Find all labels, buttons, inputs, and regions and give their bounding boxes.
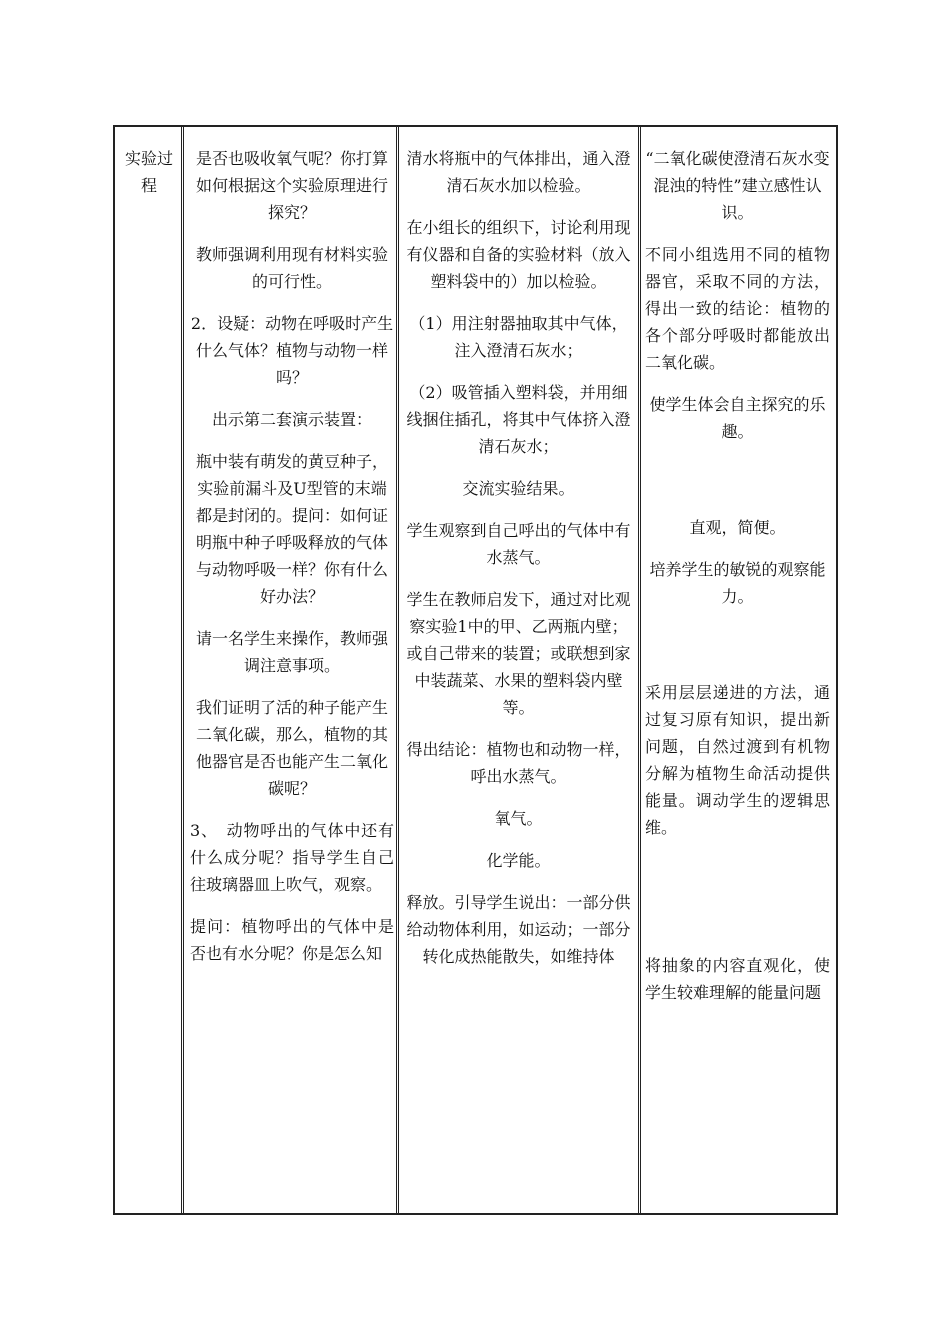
- spacer: [645, 856, 830, 952]
- teacher-paragraph: 教师强调利用现有材料实验的可行性。: [195, 245, 388, 291]
- teacher-paragraph: 请一名学生来操作，教师强调注意事项。: [195, 629, 388, 675]
- student-paragraph: 交流实验结果。: [462, 479, 575, 498]
- teacher-activity-column: [190, 145, 394, 982]
- student-paragraph: 氧气。: [494, 809, 543, 828]
- spacer: [645, 625, 830, 679]
- spacer: [645, 460, 830, 514]
- student-paragraph: 清水将瓶中的气体排出，通入澄清石灰水加以检验。: [406, 149, 631, 195]
- student-paragraph: 学生在教师启发下，通过对比观察实验1中的甲、乙两瓶内壁；或自己带来的装置；或联想到家中装蔬菜、水果的塑料袋内壁等。: [406, 590, 631, 717]
- intent-paragraph: 直观，简便。: [689, 518, 786, 537]
- student-paragraph: 学生观察到自己呼出的气体中有水蒸气。: [406, 521, 631, 567]
- intent-paragraph: 培养学生的敏锐的观察能力。: [649, 560, 826, 606]
- teacher-paragraph: 出示第二套演示装置：: [211, 410, 372, 429]
- column-divider: [396, 125, 399, 1215]
- student-paragraph: 化学能。: [486, 851, 551, 870]
- intent-paragraph: 使学生体会自主探究的乐趣。: [649, 395, 826, 441]
- student-paragraph: （1）用注射器抽取其中气体，注入澄清石灰水；: [409, 314, 628, 360]
- column-divider: [638, 125, 641, 1215]
- column-divider: [181, 125, 184, 1215]
- student-paragraph: 在小组长的组织下，讨论利用现有仪器和自备的实验材料（放入塑料袋中的）加以检验。: [406, 218, 631, 291]
- teacher-paragraph: 我们证明了活的种子能产生二氧化碳，那么，植物的其他器官是否也能产生二氧化碳呢？: [195, 698, 388, 798]
- design-intent-column: [645, 145, 830, 1021]
- student-paragraph: 释放。引导学生说出：一部分供给动物体利用，如运动；一部分转化成热能散失，如维持体: [406, 893, 631, 966]
- intent-paragraph: 采用层层递进的方法，通过复习原有知识，提出新问题，自然过渡到有机物分解为植物生命活动提供能量。调动学生的逻辑思维。: [645, 683, 830, 837]
- student-paragraph: （2）吸管插入塑料袋，并用细线捆住插孔，将其中气体挤入澄清石灰水；: [406, 383, 631, 456]
- teacher-paragraph: 3、 动物呼出的气体中还有什么成分呢？指导学生自己往玻璃器皿上吹气，观察。: [190, 821, 394, 894]
- teacher-paragraph: 提问：植物呼出的气体中是否也有水分呢？你是怎么知: [190, 917, 394, 963]
- teacher-paragraph: 2．设疑：动物在呼吸时产生什么气体？植物与动物一样吗？: [190, 314, 394, 387]
- intent-paragraph: 不同小组选用不同的植物器官，采取不同的方法，得出一致的结论：植物的各个部分呼吸时都能放出二氧化碳。: [645, 245, 830, 372]
- teacher-paragraph: 是否也吸收氧气呢？你打算如何根据这个实验原理进行探究？: [195, 149, 388, 222]
- teacher-paragraph: 瓶中装有萌发的黄豆种子，实验前漏斗及U型管的末端都是封闭的。提问：如何证明瓶中种子呼吸释放的气体与动物呼吸一样？你有什么好办法？: [195, 452, 388, 606]
- section-label-text: 实验过程: [124, 149, 173, 195]
- section-label: [119, 145, 179, 214]
- student-paragraph: 得出结论：植物也和动物一样，呼出水蒸气。: [406, 740, 631, 786]
- student-activity-column: [402, 145, 635, 985]
- intent-paragraph: “二氧化碳使澄清石灰水变混浊的特性”建立感性认识。: [645, 149, 830, 222]
- intent-paragraph: 将抽象的内容直观化，使学生较难理解的能量问题: [645, 956, 830, 1002]
